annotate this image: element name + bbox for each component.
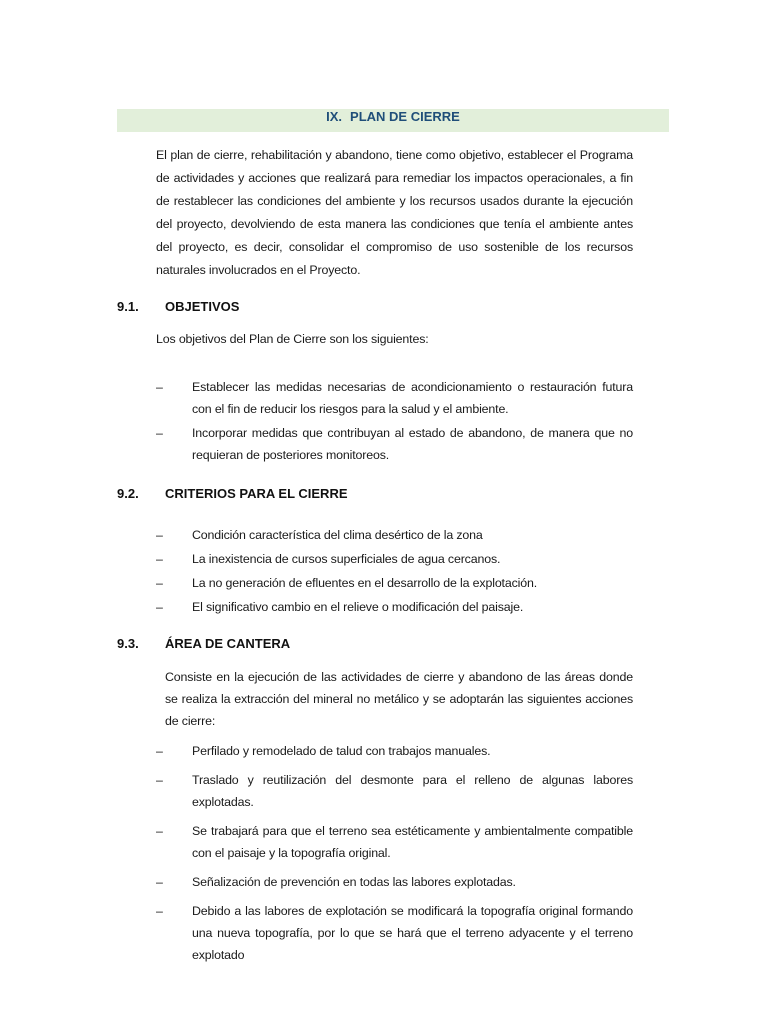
bullet-dash: – [156, 744, 163, 758]
section-heading-area-cantera [117, 635, 290, 653]
list-item: – La no generación de efluentes en el desarrollo de la explotación. [156, 572, 633, 594]
intro-paragraph: El plan de cierre, rehabilitación y abandono, tiene como objetivo, establecer el Programa de actividades y acciones que realizará para remediar los impactos operacionales, a fin de restablecer las condiciones del ambiente y los recursos usados durante la ejecución del proyecto, devolviendo de esta manera las condiciones que tenía el ambiente antes del proyecto, es decir, consolidar el compromiso de uso sostenible de los recursos naturales involucrados en el Proyecto. [156, 148, 633, 277]
bullet-dash: – [156, 552, 163, 566]
bullet-dash: – [156, 875, 163, 889]
list-item: – Establecer las medidas necesarias de acondicionamiento o restauración futura con el fin de reducir los riesgos para la salud y el ambiente. [156, 376, 633, 420]
bullet-dash: – [156, 576, 163, 590]
list-item: – La inexistencia de cursos superficiales de agua cercanos. [156, 548, 633, 570]
area-cantera-paragraph: Consiste en la ejecución de las actividades de cierre y abandono de las áreas donde se realiza la extracción del mineral no metálico y se adoptarán las siguientes acciones de cierre: [165, 670, 633, 728]
bullet-dash: – [156, 380, 163, 394]
list-item: – Perfilado y remodelado de talud con trabajos manuales. [156, 740, 633, 762]
list-item: – Condición característica del clima desértico de la zona [156, 524, 633, 546]
section-title: ÁREA DE CANTERA [165, 636, 291, 651]
section-heading-criterios [117, 485, 348, 503]
section-number: 9.2. [117, 486, 139, 501]
chapter-title-text: PLAN DE CIERRE [350, 109, 460, 124]
list-item: – Traslado y reutilización del desmonte para el relleno de algunas labores explotadas. [156, 769, 633, 813]
bullet-dash: – [156, 824, 163, 838]
section-heading-objetivos [117, 298, 239, 316]
bullet-dash: – [156, 904, 163, 918]
objetivos-intro: Los objetivos del Plan de Cierre son los siguientes: [156, 332, 429, 346]
section-title: CRITERIOS PARA EL CIERRE [165, 486, 348, 501]
list-item: – Se trabajará para que el terreno sea estéticamente y ambientalmente compatible con el paisaje y la topografía original. [156, 820, 633, 864]
list-item: – Incorporar medidas que contribuyan al estado de abandono, de manera que no requieran de posteriores monitoreos. [156, 422, 633, 466]
area-cantera-list [156, 740, 633, 973]
bullet-dash: – [156, 528, 163, 542]
list-item: – Debido a las labores de explotación se modificará la topografía original formando una nueva topografía, por lo que se hará que el terreno adyacente y el terreno explotado [156, 900, 633, 966]
criterios-list [156, 524, 633, 620]
bullet-dash: – [156, 600, 163, 614]
bullet-dash: – [156, 426, 163, 440]
chapter-heading-bar [117, 109, 669, 132]
section-number: 9.1. [117, 299, 139, 314]
chapter-title [117, 109, 669, 125]
chapter-number: IX. [326, 109, 343, 124]
section-title: OBJETIVOS [165, 299, 240, 314]
section-number: 9.3. [117, 636, 139, 651]
list-item: – Señalización de prevención en todas las labores explotadas. [156, 871, 633, 893]
objetivos-list [156, 376, 633, 468]
list-item: – El significativo cambio en el relieve o modificación del paisaje. [156, 596, 633, 618]
bullet-dash: – [156, 773, 163, 787]
